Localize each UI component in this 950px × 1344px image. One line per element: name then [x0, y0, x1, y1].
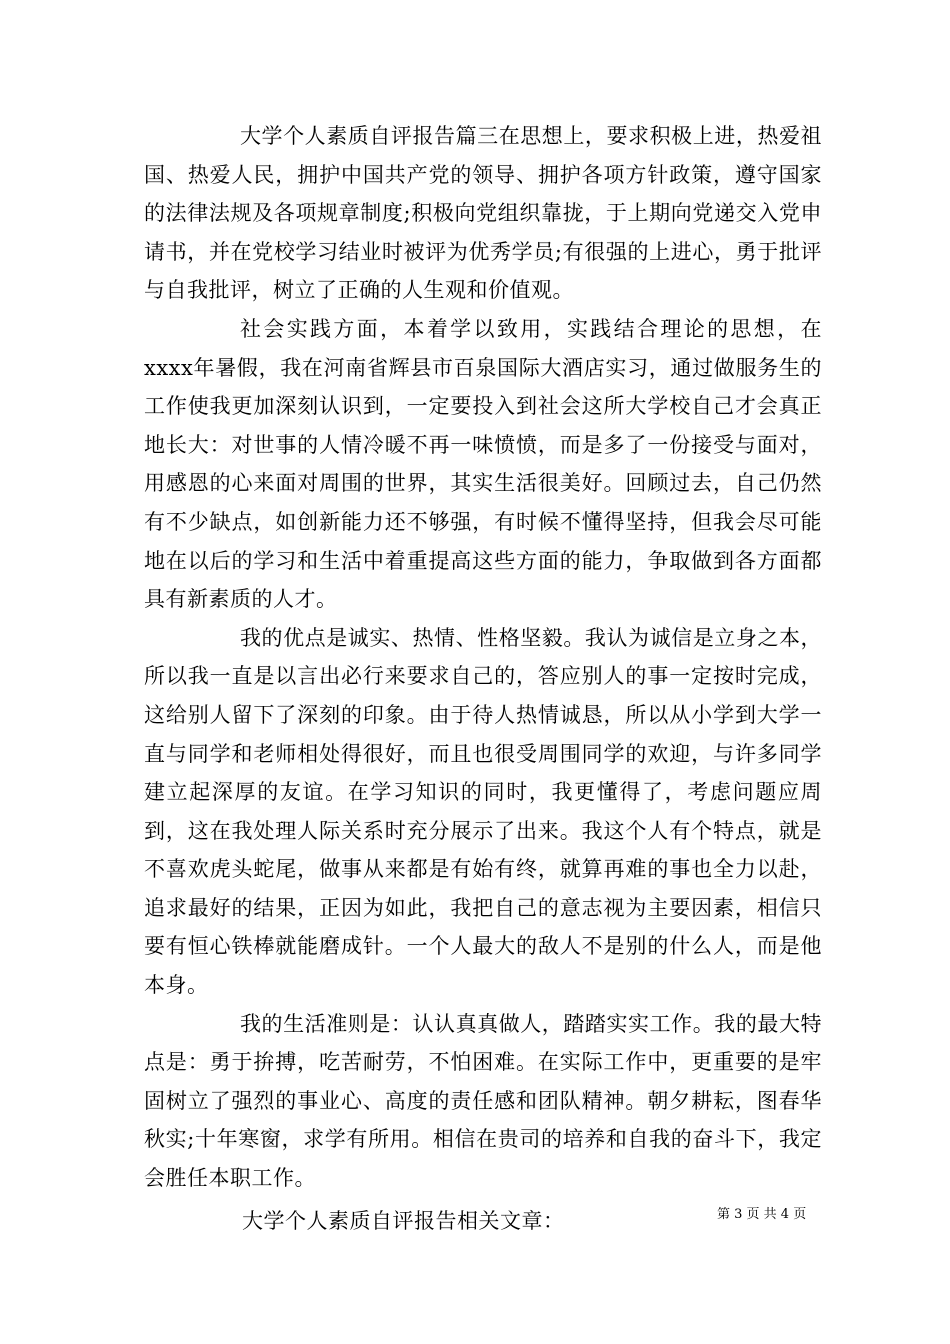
document-body: [144, 117, 822, 1240]
page-footer: 第 3 页 共 4 页: [717, 1207, 807, 1222]
paragraph-strengths: 我的优点是诚实、热情、性格坚毅。我认为诚信是立身之本，所以我一直是以言出必行来要求自己的，答应别人的事一定按时完成，这给别人留下了深刻的印象。由于待人热情诚恳，所以从小学到大学一直与同学和老师相处得很好，而且也很受周围同学的欢迎，与许多同学建立起深厚的友谊。在学习知识的同时，我更懂得了，考虑问题应周到，这在我处理人际关系时充分展示了出来。我这个人有个特点，就是不喜欢虎头蛇尾，做事从来都是有始有终，就算再难的事也全力以赴，追求最好的结果，正因为如此，我把自己的意志视为主要因素，相信只要有恒心铁棒就能磨成针。一个人最大的敌人不是别的什么人，而是他本身。: [144, 625, 822, 998]
paragraph-social-practice: 社会实践方面，本着学以致用，实践结合理论的思想，在xxxx年暑假，我在河南省辉县市百泉国际大酒店实习，通过做服务生的工作使我更加深刻认识到，一定要投入到社会这所大学校自己才会真正地长大：对世事的人情冷暖不再一味愤愤，而是多了一份接受与面对，用感恩的心来面对周围的世界，其实生活很美好。回顾过去，自己仍然有不少缺点，如创新能力还不够强，有时候不懂得坚持，但我会尽可能地在以后的学习和生活中着重提高这些方面的能力，争取做到各方面都具有新素质的人才。: [144, 316, 822, 612]
related-articles-heading: 大学个人素质自评报告相关文章：: [242, 1208, 565, 1233]
paragraph-life-principles: 我的生活准则是：认认真真做人，踏踏实实工作。我的最大特点是：勇于拚搏，吃苦耐劳，不怕困难。在实际工作中，更重要的是牢固树立了强烈的事业心、高度的责任感和团队精神。朝夕耕耘，图春华秋实;十年寒窗，求学有所用。相信在贵司的培养和自我的奋斗下，我定会胜任本职工作。: [144, 1011, 822, 1191]
paragraph-thought: 大学个人素质自评报告篇三在思想上，要求积极上进，热爱祖国、热爱人民，拥护中国共产党的领导、拥护各项方针政策，遵守国家的法律法规及各项规章制度;积极向党组织靠拢，于上期向党递交入党申请书，并在党校学习结业时被评为优秀学员;有很强的上进心，勇于批评与自我批评，树立了正确的人生观和价值观。: [144, 124, 822, 303]
